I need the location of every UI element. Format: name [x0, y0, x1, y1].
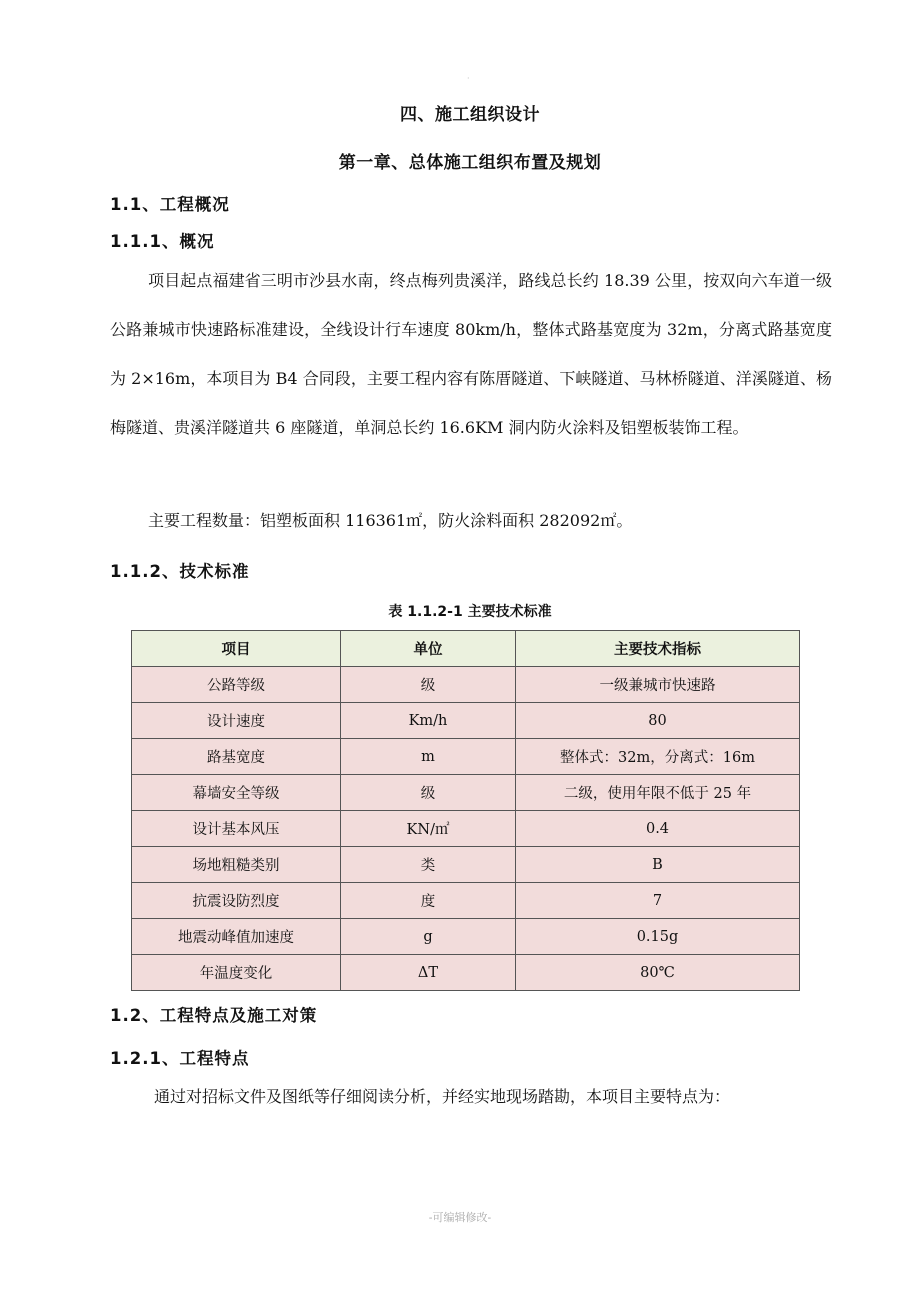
- table-row: [132, 739, 800, 775]
- cell-unit: Km/h: [341, 703, 516, 739]
- header-unit: 单位: [341, 631, 516, 667]
- table-row: [132, 919, 800, 955]
- technical-standards-table: [131, 630, 800, 991]
- table-row: [132, 667, 800, 703]
- cell-indicator: 一级兼城市快速路: [516, 667, 800, 703]
- section-heading-1-1-1: 1.1.1、概况: [110, 232, 215, 251]
- table-row: [132, 811, 800, 847]
- cell-indicator: 7: [516, 883, 800, 919]
- cell-unit: m: [341, 739, 516, 775]
- cell-item: 年温度变化: [132, 955, 341, 991]
- cell-item: 公路等级: [132, 667, 341, 703]
- section-heading-1-2: 1.2、工程特点及施工对策: [110, 1006, 318, 1025]
- page-mark: ·: [467, 74, 470, 83]
- cell-indicator: 0.4: [516, 811, 800, 847]
- overview-paragraph: [110, 256, 832, 452]
- section-heading-1-2-1: 1.2.1、工程特点: [110, 1049, 250, 1068]
- cell-item: 幕墙安全等级: [132, 775, 341, 811]
- cell-indicator: B: [516, 847, 800, 883]
- cell-item: 抗震设防烈度: [132, 883, 341, 919]
- cell-indicator: 80℃: [516, 955, 800, 991]
- table-caption: 表 1.1.2-1 主要技术标准: [388, 604, 552, 620]
- cell-unit: 类: [341, 847, 516, 883]
- features-text: 通过对招标文件及图纸等仔细阅读分析，并经实地现场踏勘，本项目主要特点为：: [154, 1087, 731, 1106]
- cell-item: 场地粗糙类别: [132, 847, 341, 883]
- cell-item: 设计基本风压: [132, 811, 341, 847]
- cell-unit: KN/㎡: [341, 811, 516, 847]
- header-item: 项目: [132, 631, 341, 667]
- cell-item: 地震动峰值加速度: [132, 919, 341, 955]
- page-footer: -可编辑修改-: [428, 1211, 492, 1224]
- table-row: [132, 847, 800, 883]
- cell-unit: g: [341, 919, 516, 955]
- table-header-row: [132, 631, 800, 667]
- quantity-paragraph: [110, 496, 832, 545]
- cell-indicator: 整体式：32m，分离式：16m: [516, 739, 800, 775]
- quantity-text: 主要工程数量：铝塑板面积 116361㎡，防火涂料面积 282092㎡。: [148, 511, 633, 530]
- cell-indicator: 0.15g: [516, 919, 800, 955]
- section-heading-1-1-2: 1.1.2、技术标准: [110, 562, 250, 581]
- document-title: 四、施工组织设计: [400, 105, 540, 125]
- header-indicator: 主要技术指标: [516, 631, 800, 667]
- section-heading-1-1: 1.1、工程概况: [110, 195, 230, 214]
- cell-indicator: 80: [516, 703, 800, 739]
- cell-unit: 级: [341, 775, 516, 811]
- cell-item: 设计速度: [132, 703, 341, 739]
- table-row: [132, 703, 800, 739]
- table-row: [132, 955, 800, 991]
- cell-unit: 级: [341, 667, 516, 703]
- cell-unit: 度: [341, 883, 516, 919]
- chapter-title: 第一章、总体施工组织布置及规划: [338, 153, 602, 173]
- cell-item: 路基宽度: [132, 739, 341, 775]
- overview-text: 项目起点福建省三明市沙县水南，终点梅列贵溪洋，路线总长约 18.39 公里，按双向六车道一级公路兼城市快速路标准建设，全线设计行车速度 80km/h，整体式路基宽度为 32m，分离式路基宽度为 2×16m，本项目为 B4 合同段，主要工程内容有陈厝隧道、下峡隧道、马林桥隧道、洋溪隧道、杨梅隧道、贵溪洋隧道共 6 座隧道，单洞总长约 16.6KM 洞内防火涂料及铝塑板装饰工程。: [110, 271, 832, 437]
- table-row: [132, 883, 800, 919]
- cell-unit: ΔT: [341, 955, 516, 991]
- features-paragraph: [116, 1072, 838, 1121]
- table-row: [132, 775, 800, 811]
- cell-indicator: 二级，使用年限不低于 25 年: [516, 775, 800, 811]
